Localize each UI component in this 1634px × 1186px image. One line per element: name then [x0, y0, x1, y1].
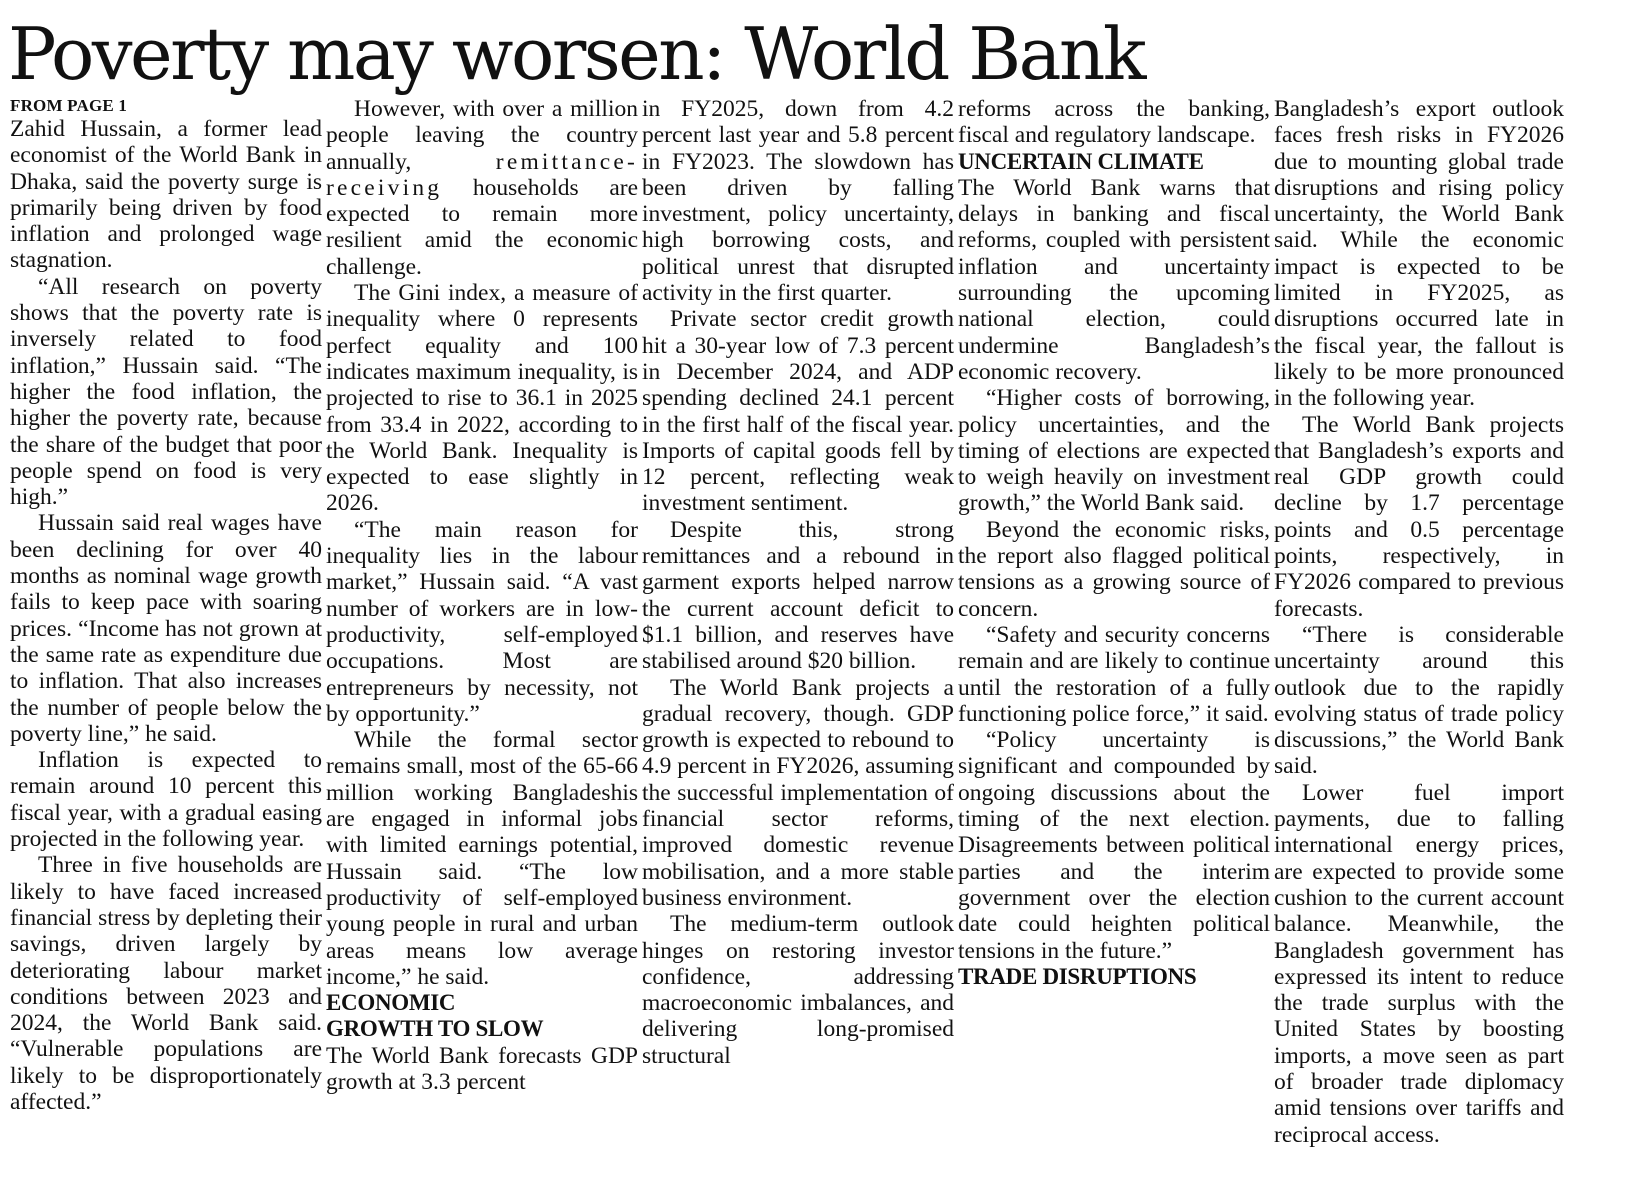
paragraph: Beyond the economic risks, the report also flagged political tensions as a growing source of concern.	[958, 516, 1270, 622]
paragraph: The World Bank projects that Bangladesh’s exports and real GDP growth could decline by 1.7 percentage points and 0.5 percentage points, respectively, in FY2026 compared to previous forecasts.	[1274, 411, 1564, 622]
paragraph: While the formal sector remains small, most of the 65-66 million working Bangladeshis are engaged in informal jobs with limited earnings potential, Hussain said. “The low productivity of self-employed young people in rural and urban areas means low average income,” he said.	[326, 727, 638, 990]
article-column-4	[958, 96, 1270, 1182]
paragraph: Three in five households are likely to have faced increased financial stress by depleting their savings, driven largely by deteriorating labour market conditions between 2023 and 2024, the World Bank said. “Vulnerable populations are likely to be disproportionately affected.”	[10, 852, 322, 1115]
paragraph: in FY2025, down from 4.2 percent last year and 5.8 percent in FY2023. The slowdown has been driven by falling investment, policy uncertainty, high borrowing costs, and political unrest that disrupted activity in the first quarter.	[642, 96, 954, 307]
section-subhead: UNCERTAIN CLIMATE	[958, 148, 1204, 174]
paragraph: The Gini index, a measure of inequality where 0 represents perfect equality and 100 indicates maximum inequality, is projected to rise to 36.1 in 2025 from 33.4 in 2022, according to the World Bank. Inequality is expected to ease slightly in 2026.	[326, 280, 638, 517]
paragraph: “All research on poverty shows that the poverty rate is inversely related to food inflation,” Hussain said. “The higher the food inflation, the higher the poverty rate, because the share of the budget that poor people spend on food is very high.”	[10, 273, 322, 511]
paragraph: The World Bank projects a gradual recovery, though. GDP growth is expected to rebound to 4.9 percent in FY2026, assuming the successful implementation of financial sector reforms, improved domestic revenue mobilisation, and a more stable business environment.	[642, 674, 954, 911]
paragraph: Private sector credit growth hit a 30-year low of 7.3 percent in December 2024, and ADP spending declined 24.1 percent in the first half of the fiscal year. Imports of capital goods fell by 12 percent, reflecting weak investment sentiment.	[642, 306, 954, 517]
paragraph-text: households are expected to remain more resilient amid the economic challenge.	[326, 174, 638, 280]
article-column-5	[1274, 96, 1564, 1182]
headline: Poverty may worsen: World Bank	[8, 12, 1145, 96]
paragraph: The medium-term outlook hinges on restoring investor confidence, addressing macroeconomic imbalances, and delivering long-promised structural	[642, 911, 954, 1069]
paragraph: The World Bank warns that delays in banking and fiscal reforms, coupled with persistent inflation and uncertainty surrounding the upcoming national election, could undermine Bangladesh’s economic recovery.	[958, 174, 1270, 385]
paragraph: “Safety and security concerns remain and are likely to continue until the restoration of a fully functioning police force,” it said.	[958, 621, 1270, 727]
article-column-1	[10, 96, 322, 1182]
article-body	[10, 96, 1628, 1182]
paragraph: Inflation is expected to remain around 10 percent this fiscal year, with a gradual easing projected in the following year.	[10, 747, 322, 853]
paragraph: reforms across the banking, fiscal and regulatory landscape.	[958, 96, 1270, 149]
section-subhead: ECONOMIC GROWTH TO SLOW	[326, 990, 544, 1042]
paragraph-text: remittance-receiving	[326, 148, 638, 201]
paragraph: Despite this, strong remittances and a rebound in garment exports helped narrow the current account deficit to $1.1 billion, and reserves have stabilised around $20 billion.	[642, 516, 954, 675]
paragraph: Bangladesh’s export outlook faces fresh risks in FY2026 due to mounting global trade disruptions and rising policy uncertainty, the World Bank said. While the economic impact is expected to be limited in FY2025, as disruptions occurred late in the fiscal year, the fallout is likely to be more pronounced in the following year.	[1274, 96, 1564, 412]
paragraph: “Higher costs of borrowing, policy uncertainties, and the timing of elections are expected to weigh heavily on investment growth,” the World Bank said.	[958, 385, 1270, 517]
article-column-2	[326, 96, 638, 1182]
paragraph	[326, 96, 638, 280]
paragraph: “Policy uncertainty is significant and compounded by ongoing discussions about the timing of the next election. Disagreements between political parties and the interim government over the election date could heighten political tensions in the future.”	[958, 727, 1270, 964]
section-subhead: TRADE DISRUPTIONS	[958, 963, 1197, 989]
paragraph: “There is considerable uncertainty around this outlook due to the rapidly evolving status of trade policy discussions,” the World Bank said.	[1274, 621, 1564, 780]
paragraph-text: However, with over a million people leaving the country annually,	[326, 96, 638, 175]
paragraph: “The main reason for inequality lies in the labour market,” Hussain said. “A vast number of workers are in low-productivity, self-employed occupations. Most are entrepreneurs by necessity, not by opportunity.”	[326, 516, 638, 727]
paragraph: Zahid Hussain, a former lead economist of the World Bank in Dhaka, said the poverty surge is primarily being driven by food inflation and prolonged wage stagnation.	[10, 116, 322, 274]
article-column-3	[642, 96, 954, 1182]
paragraph: Lower fuel import payments, due to falling international energy prices, are expected to provide some cushion to the current account balance. Meanwhile, the Bangladesh government has expressed its intent to reduce the trade surplus with the United States by boosting imports, a move seen as part of broader trade diplomacy amid tensions over tariffs and reciprocal access.	[1274, 779, 1564, 1148]
paragraph: Hussain said real wages have been declining for over 40 months as nominal wage growth fails to keep pace with soaring prices. “Income has not grown at the same rate as expenditure due to inflation. That also increases the number of people below the poverty line,” he said.	[10, 510, 322, 747]
paragraph: The World Bank forecasts GDP growth at 3.3 percent	[326, 1042, 638, 1095]
continuation-kicker: FROM PAGE 1	[10, 96, 128, 115]
